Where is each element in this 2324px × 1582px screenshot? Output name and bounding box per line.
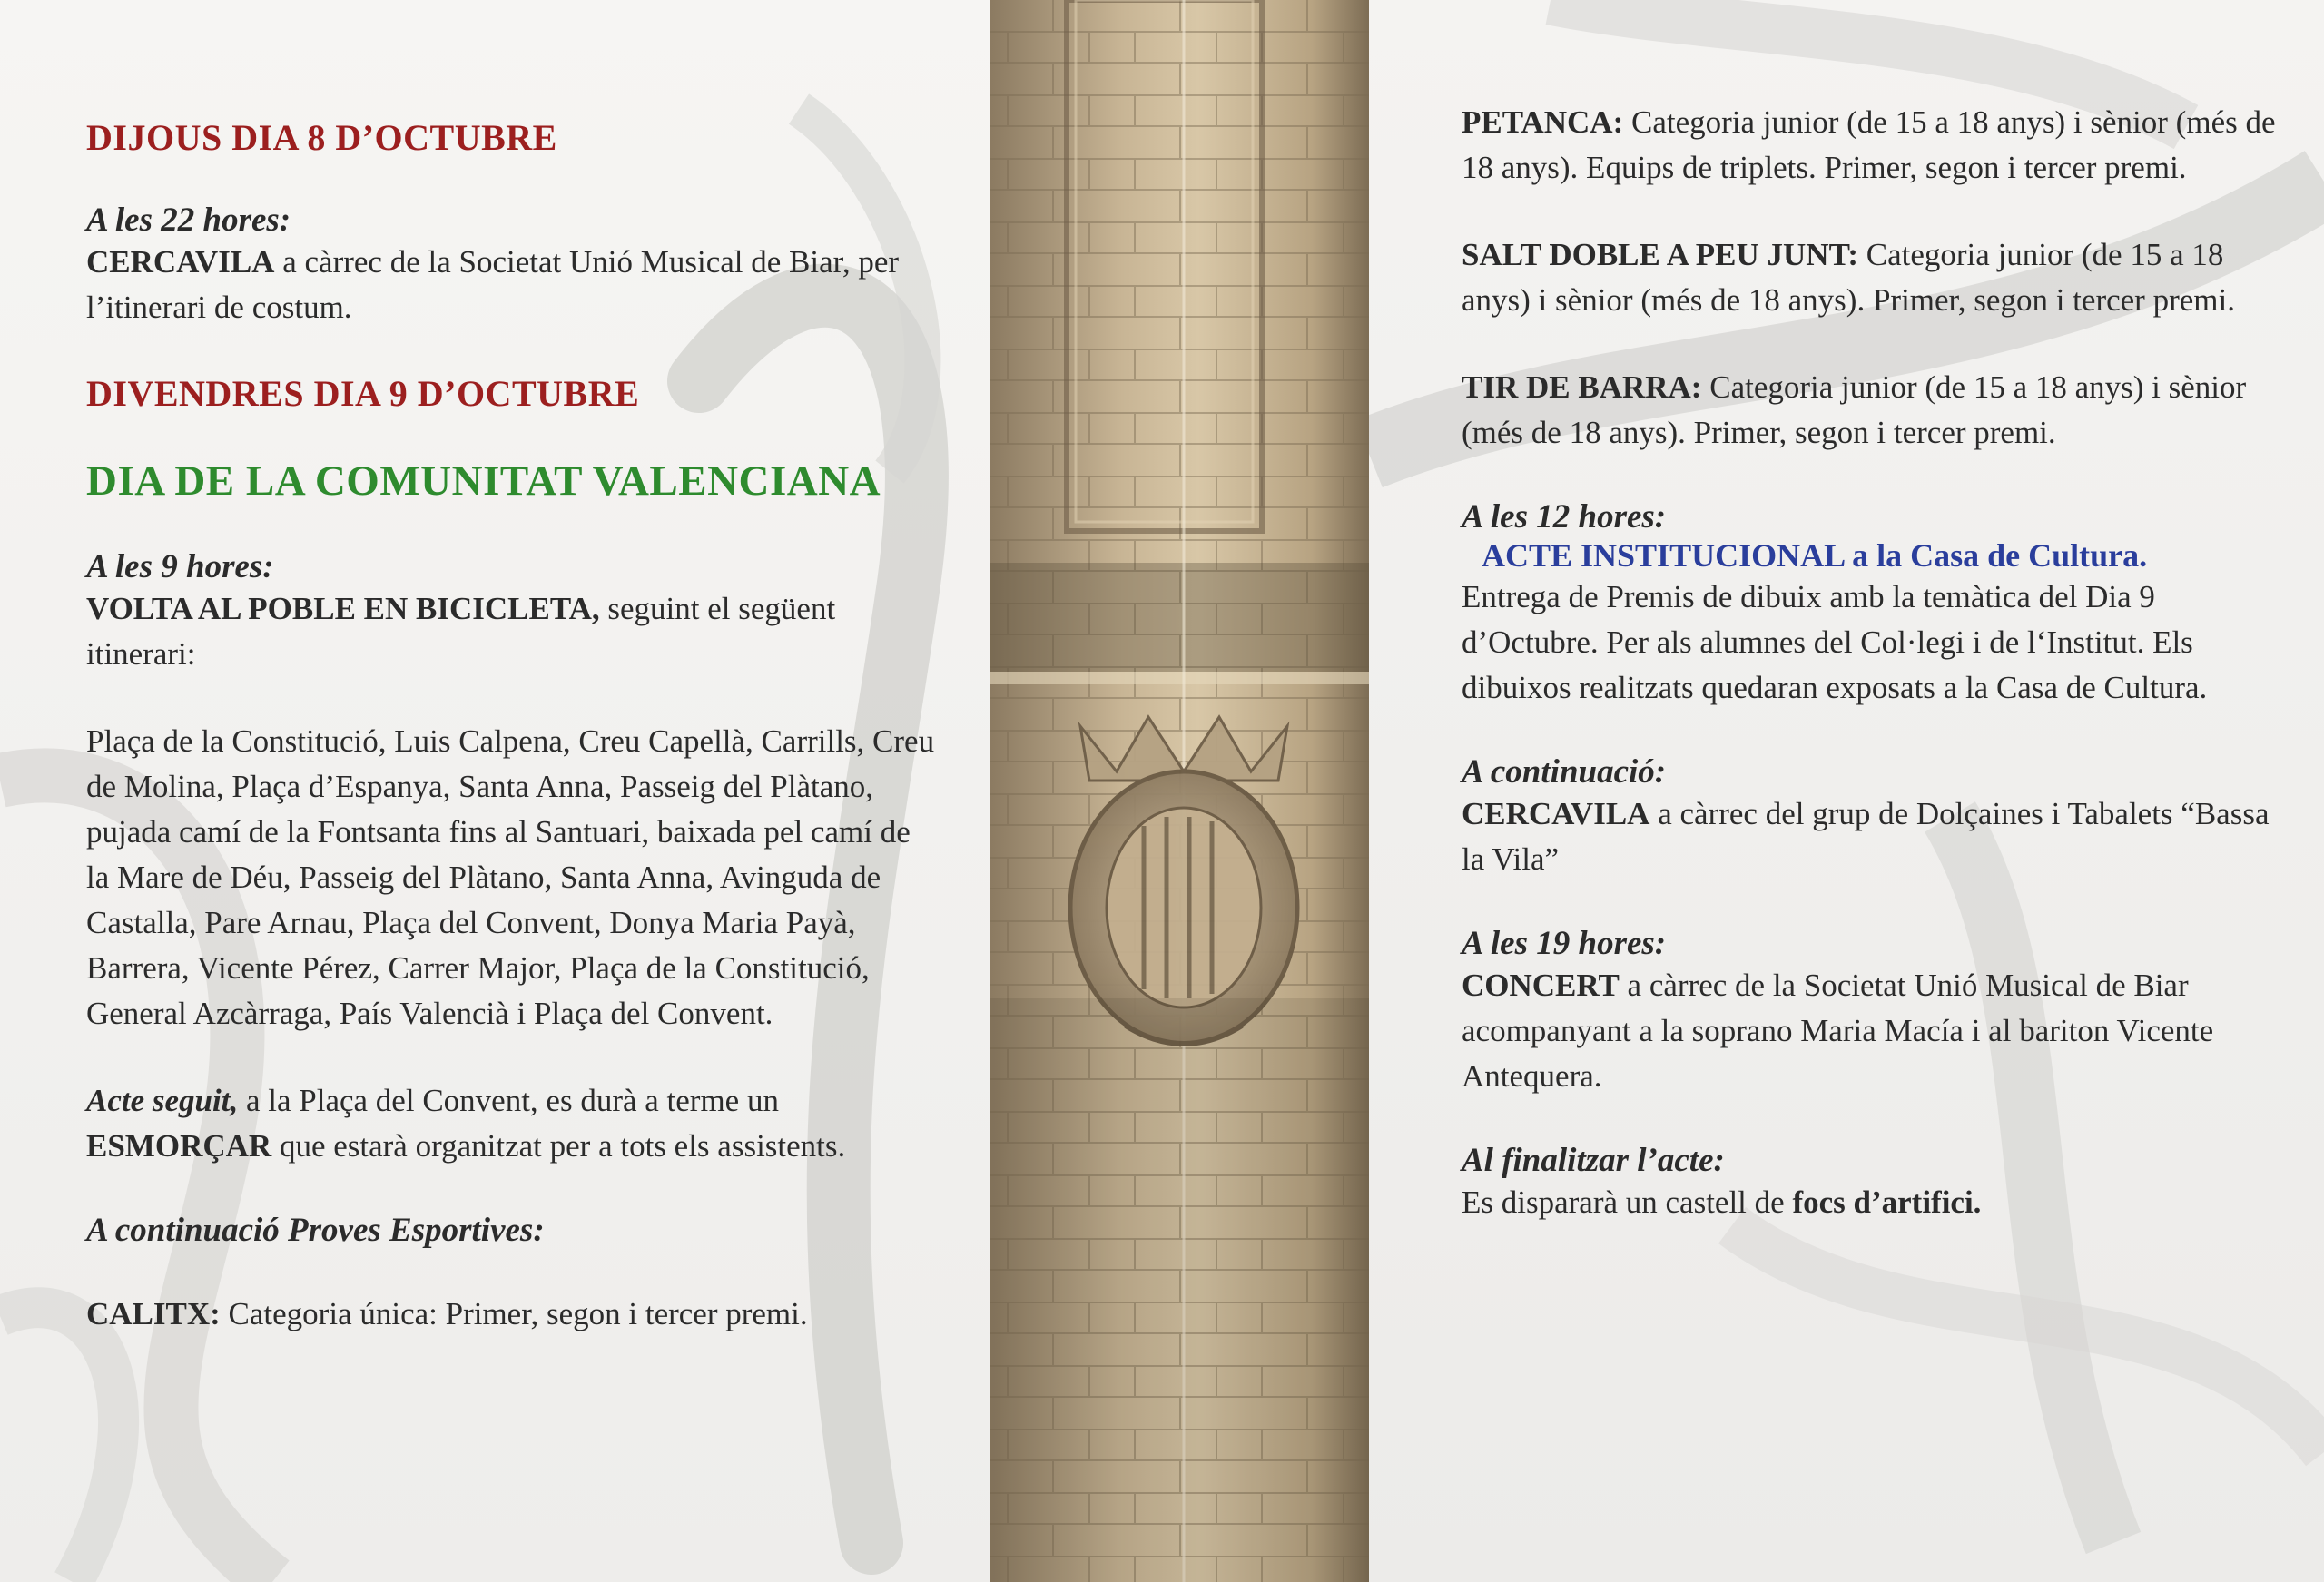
salt-paragraph — [1462, 232, 2279, 323]
tir-label: TIR DE BARRA: — [1462, 369, 1702, 405]
time-22h: A les 22 hores: — [86, 201, 291, 239]
volta-text: seguint el següent itinerari: — [86, 591, 836, 672]
volta-paragraph — [86, 586, 940, 677]
right-column — [1462, 100, 2279, 1225]
premis-paragraph: Entrega de Premis de dibuix amb la temàtica del Dia 9 d’Octubre. Per als alumnes del Col·legi i de l‘Institut. Els dibuixos realitzats quedaran exposats a la Casa de Cultura. — [1462, 579, 2208, 705]
calitx-text: Categoria única: Primer, segon i tercer premi. — [220, 1296, 808, 1331]
volta-label: VOLTA AL POBLE EN BICICLETA, — [86, 591, 600, 626]
day-heading-thursday: DIJOUS DIA 8 D’OCTUBRE — [86, 117, 557, 158]
proves-heading: A continuació Proves Esportives: — [86, 1212, 545, 1249]
focs-text: Es dispararà un castell de — [1462, 1184, 1793, 1220]
petanca-paragraph — [1462, 100, 2279, 191]
cercavila-label: CERCAVILA — [86, 244, 275, 280]
acte-text-2: que estarà organitzat per a tots els assistents. — [271, 1128, 846, 1164]
concert-paragraph — [1462, 963, 2279, 1099]
concert-text: a càrrec de la Societat Unió Musical de Biar acompanyant a la soprano Maria Macía i al bariton Vicente Antequera. — [1462, 968, 2214, 1094]
salt-text: Categoria junior (de 15 a 18 anys) i sènior (més de 18 anys). Primer, segon i tercer premi. — [1462, 237, 2235, 318]
right-panel — [1369, 0, 2324, 1582]
esmorcar-paragraph — [86, 1078, 940, 1169]
cercavila2-text: a càrrec del grup de Dolçaines i Tabalets “Bassa la Vila” — [1462, 796, 2270, 877]
cercavila2-paragraph — [1462, 791, 2279, 882]
calitx-paragraph — [86, 1292, 940, 1337]
cercavila-text: a càrrec de la Societat Unió Musical de Biar, per l’itinerari de costum. — [86, 244, 900, 325]
continuacio-heading: A continuació: — [1462, 753, 1667, 791]
petanca-text: Categoria junior (de 15 a 18 anys) i sènior (més de 18 anys). Equips de triplets. Primer, segon i tercer premi. — [1462, 104, 2276, 185]
esmorcar-label: ESMORÇAR — [86, 1128, 272, 1164]
time-12h: A les 12 hores: — [1462, 498, 1667, 536]
day-heading-friday: DIVENDRES DIA 9 D’OCTUBRE — [86, 373, 640, 414]
focs-paragraph — [1462, 1180, 2279, 1225]
time-19h: A les 19 hores: — [1462, 925, 1667, 962]
event-title: DIA DE LA COMUNITAT VALENCIANA — [86, 457, 881, 505]
focs-label: focs d’artifici. — [1792, 1184, 1982, 1220]
acte-institucional: ACTE INSTITUCIONAL a la Casa de Cultura. — [1482, 537, 2148, 574]
petanca-label: PETANCA: — [1462, 104, 1624, 140]
itinerary-paragraph: Plaça de la Constitució, Luis Calpena, Creu Capellà, Carrills, Creu de Molina, Plaça d’Espanya, Santa Anna, Passeig del Plàtano, pujada camí de la Fontsanta fins al Santuari, baixada pel camí de la Mare de Déu, Passeig del Plàtano, Santa Anna, Avinguda de Castalla, Pare Arnau, Plaça del Convent, Donya Maria Payà, Barrera, Vicente Pérez, Carrer Major, Plaça de la Constitució, General Azcàrraga, País Valencià i Plaça del Convent. — [86, 723, 935, 1031]
acte-text-1: a la Plaça del Convent, es durà a terme un — [238, 1083, 779, 1118]
cercavila-paragraph — [86, 240, 940, 330]
cercavila2-label: CERCAVILA — [1462, 796, 1650, 831]
finalitzar-heading: Al finalitzar l’acte: — [1462, 1142, 1725, 1179]
concert-label: CONCERT — [1462, 968, 1620, 1003]
stone-pillar-icon — [990, 0, 1369, 1582]
acte-seguit-label: Acte seguit, — [86, 1083, 239, 1118]
time-9h: A les 9 hores: — [86, 548, 274, 585]
stone-pillar-photo — [990, 0, 1369, 1582]
tir-paragraph — [1462, 365, 2279, 456]
left-panel — [0, 0, 990, 1582]
calitx-label: CALITX: — [86, 1296, 221, 1331]
tir-text: Categoria junior (de 15 a 18 anys) i sènior (més de 18 anys). Primer, segon i tercer premi. — [1462, 369, 2247, 450]
salt-label: SALT DOBLE A PEU JUNT: — [1462, 237, 1858, 272]
left-column — [86, 116, 940, 1337]
